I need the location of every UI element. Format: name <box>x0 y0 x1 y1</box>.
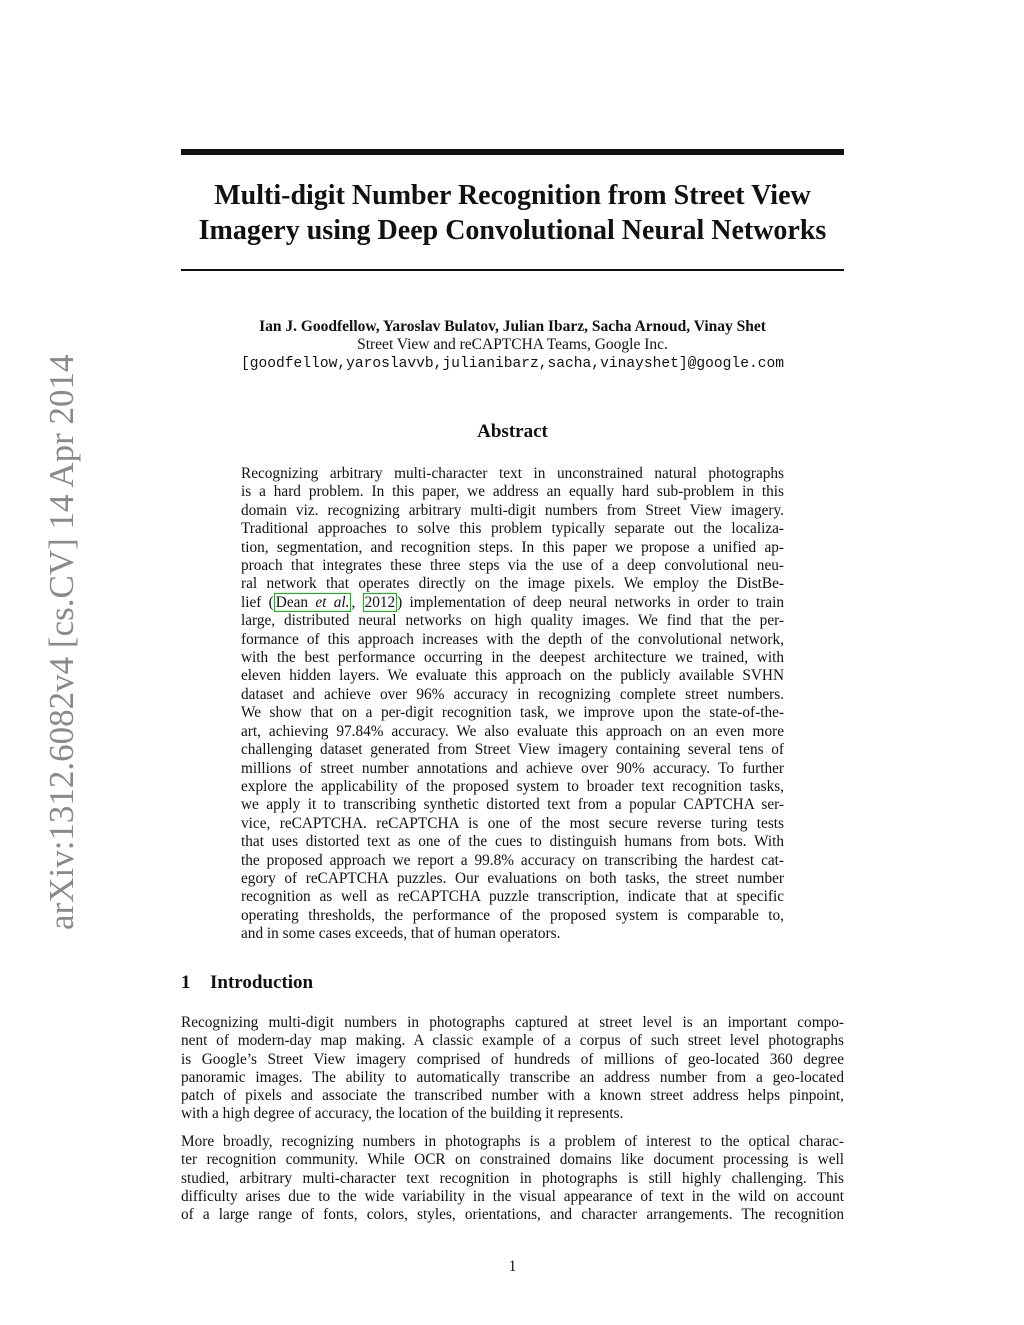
abstract-line: egory of reCAPTCHA puzzles. Our evaluations on both tasks, the street number <box>241 869 784 887</box>
abstract-line: large, distributed neural networks on high quality images. We find that the per- <box>241 612 784 630</box>
abstract-line: is a hard problem. In this paper, we address an equally hard sub-problem in this <box>241 483 784 501</box>
intro-line: ter recognition community. While OCR on constrained domains like document processing is well <box>181 1151 844 1169</box>
intro-paragraph-1 <box>181 1014 844 1124</box>
intro-line: is Google’s Street View imagery comprised of hundreds of millions of geo-located 360 degree <box>181 1050 844 1068</box>
abstract-text: lief ( <box>241 593 274 611</box>
intro-paragraph-2 <box>181 1133 844 1224</box>
citation-year-link[interactable]: 2012 <box>364 593 396 611</box>
intro-line: nent of modern-day map making. A classic example of a corpus of such street level photographs <box>181 1032 844 1050</box>
abstract-line: formance of this approach increases with the depth of the convolutional network, <box>241 630 784 648</box>
abstract-line: millions of street number annotations and achieve over 90% accuracy. To further <box>241 759 784 777</box>
section-number: 1 <box>181 972 191 993</box>
title-top-rule <box>181 149 844 155</box>
affiliation: Street View and reCAPTCHA Teams, Google Inc. <box>357 336 668 353</box>
intro-line: panoramic images. The ability to automatically transcribe an address number from a geo-located <box>181 1068 844 1086</box>
abstract-line: tion, segmentation, and recognition steps. In this paper we propose a unified ap- <box>241 538 784 556</box>
abstract-body <box>241 465 784 944</box>
abstract-line: Recognizing arbitrary multi-character text in unconstrained natural photographs <box>241 465 784 482</box>
abstract-line: that uses distorted text as one of the cues to distinguish humans from bots. With <box>241 833 784 851</box>
page-number: 1 <box>508 1258 517 1275</box>
abstract-heading: Abstract <box>477 421 548 442</box>
intro-line: patch of pixels and associate the transcribed number with a known street address helps pinpoint, <box>181 1087 844 1105</box>
abstract-line: ral network that operates directly on the image pixels. We employ the DistBe- <box>241 575 784 593</box>
abstract-line: proach that integrates these three steps via the use of a deep convolutional neu- <box>241 557 784 575</box>
abstract-line: we apply it to transcribing synthetic distorted text from a popular CAPTCHA ser- <box>241 796 784 814</box>
intro-line: with a high degree of accuracy, the location of the building it represents. <box>181 1105 624 1123</box>
author-emails: [goodfellow,yaroslavvb,julianibarz,sacha,vinayshet]@google.com <box>241 356 784 372</box>
citation-dean-link[interactable] <box>274 593 352 612</box>
citation-author: Dean <box>275 593 309 611</box>
abstract-line: vice, reCAPTCHA. reCAPTCHA is one of the most secure reverse turing tests <box>241 814 784 832</box>
section-title: Introduction <box>210 972 314 993</box>
abstract-line: dataset and achieve over 96% accuracy in recognizing complete street numbers. <box>241 685 784 703</box>
abstract-text: , <box>351 593 363 611</box>
abstract-line: art, achieving 97.84% accuracy. We also evaluate this approach on an even more <box>241 722 784 740</box>
intro-line: difficulty arises due to the wide variability in the visual appearance of text in the wild on account <box>181 1187 844 1205</box>
abstract-line: domain viz. recognizing arbitrary multi-digit numbers from Street View imagery. <box>241 501 784 519</box>
abstract-line: operating thresholds, the performance of the proposed system is comparable to, <box>241 906 784 924</box>
intro-line: of a large range of fonts, colors, styles, orientations, and character arrangements. The recognition <box>181 1206 844 1224</box>
abstract-line: eleven hidden layers. We evaluate this approach on the publicly available SVHN <box>241 667 784 685</box>
citation-etal: et al. <box>315 593 350 611</box>
abstract-line: challenging dataset generated from Street View imagery containing several tens of <box>241 741 784 759</box>
abstract-line: explore the applicability of the proposed system to broader text recognition tasks, <box>241 777 784 795</box>
arxiv-stamp: arXiv:1312.6082v4 [cs.CV] 14 Apr 2014 <box>42 354 81 930</box>
abstract-line: with the best performance occurring in the deepest architecture we trained, with <box>241 649 784 667</box>
author-list: Ian J. Goodfellow, Yaroslav Bulatov, Julian Ibarz, Sacha Arnoud, Vinay Shet <box>259 318 766 335</box>
abstract-line: and in some cases exceeds, that of human operators. <box>241 925 561 943</box>
paper-title <box>181 178 844 248</box>
abstract-line: the proposed approach we report a 99.8% accuracy on transcribing the hardest cat- <box>241 851 784 869</box>
abstract-line: Traditional approaches to solve this problem typically separate out the localiza- <box>241 520 784 538</box>
abstract-line: recognition as well as reCAPTCHA puzzle transcription, indicate that at specific <box>241 888 784 906</box>
title-line-1: Multi-digit Number Recognition from Street View <box>214 180 811 211</box>
abstract-text: ) implementation of deep neural networks in order to train <box>397 593 784 611</box>
intro-line: Recognizing multi-digit numbers in photographs captured at street level is an important compo- <box>181 1014 844 1031</box>
title-bottom-rule <box>181 269 844 271</box>
abstract-line-with-citation <box>241 594 784 612</box>
abstract-line: We show that on a per-digit recognition task, we improve upon the state-of-the- <box>241 704 784 722</box>
title-line-2: Imagery using Deep Convolutional Neural Networks <box>198 215 827 246</box>
intro-line: More broadly, recognizing numbers in photographs is a problem of interest to the optical charac- <box>181 1133 844 1150</box>
intro-line: studied, arbitrary multi-character text recognition in photographs is still highly challenging. This <box>181 1169 844 1187</box>
